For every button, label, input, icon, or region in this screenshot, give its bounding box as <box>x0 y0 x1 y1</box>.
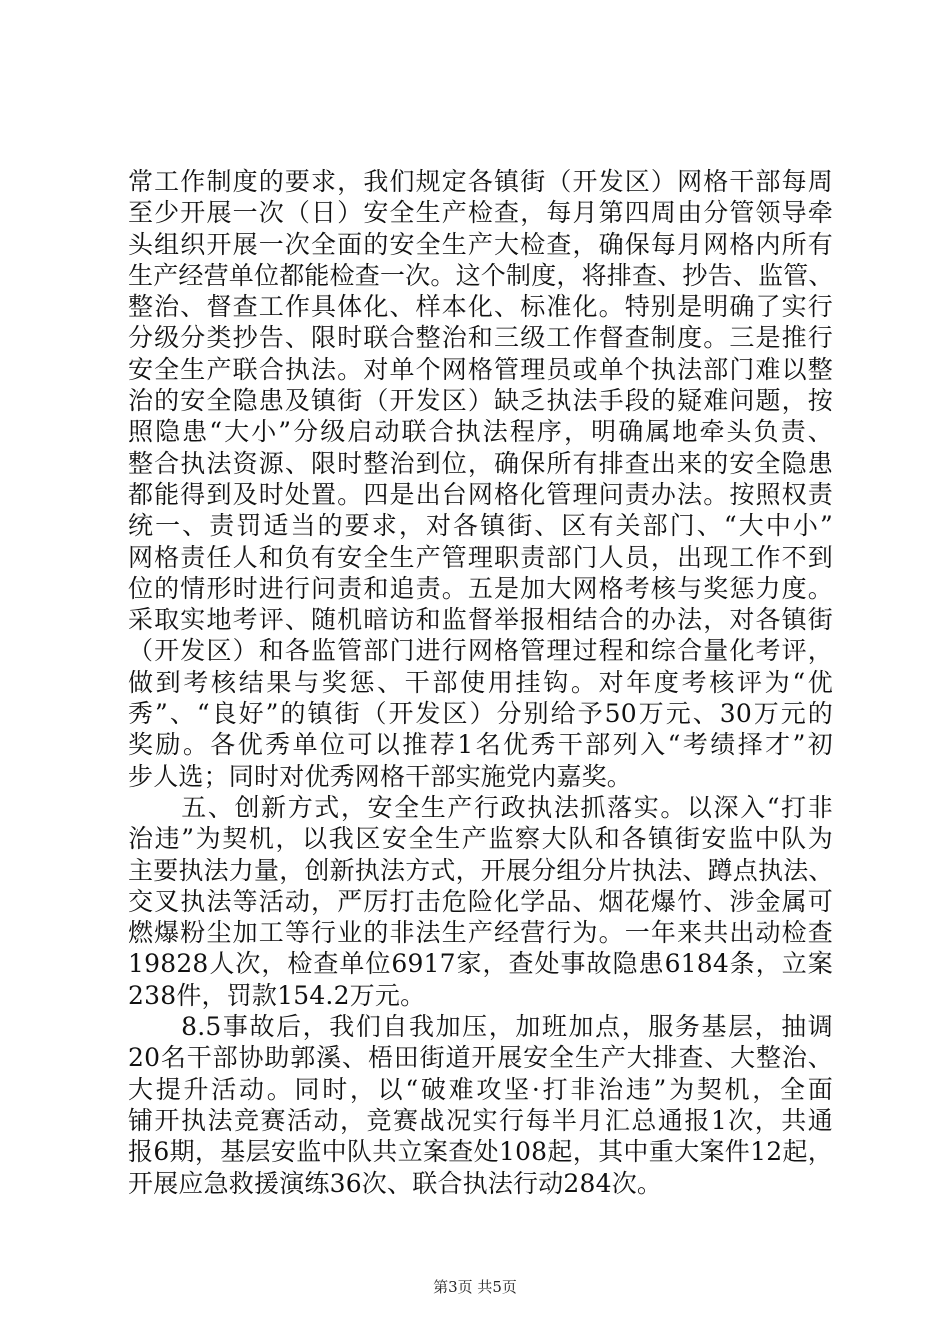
text-line: 治违”为契机，以我区安全生产监察大队和各镇街安监中队为 <box>128 824 833 854</box>
page-footer: 第3页 共5页 <box>433 1278 517 1296</box>
text-line: 主要执法力量，创新执法方式，开展分组分片执法、蹲点执法、 <box>128 855 834 885</box>
text-line: 头组织开展一次全面的安全生产大检查，确保每月网格内所有 <box>128 229 833 259</box>
text-line: 都能得到及时处置。四是出台网格化管理问责办法。按照权责 <box>128 479 833 509</box>
text-line: 位的情形时进行问责和追责。五是加大网格考核与奖惩力度。 <box>128 573 833 603</box>
text-line: 做到考核结果与奖惩、干部使用挂钩。对年度考核评为“优 <box>128 667 833 697</box>
text-line: 治的安全隐患及镇街（开发区）缺乏执法手段的疑难问题，按 <box>128 386 833 416</box>
text-line: 奖励。各优秀单位可以推荐1名优秀干部列入“考绩择才”初 <box>128 730 833 760</box>
text-line: 大提升活动。同时，以“破难攻坚·打非治违”为契机，全面 <box>128 1074 833 1104</box>
text-line: 交叉执法等活动，严厉打击危险化学品、烟花爆竹、涉金属可 <box>128 886 833 916</box>
text-line: 238件，罚款154.2万元。 <box>128 980 426 1010</box>
text-line: 分级分类抄告、限时联合整治和三级工作督查制度。三是推行 <box>128 323 833 353</box>
text-line: 五、创新方式，安全生产行政执法抓落实。以深入“打非 <box>128 792 833 822</box>
text-line: 统一、责罚适当的要求，对各镇街、区有关部门、“大中小” <box>128 511 833 541</box>
text-line: 网格责任人和负有安全生产管理职责部门人员，出现工作不到 <box>128 542 833 572</box>
text-line: 步人选；同时对优秀网格干部实施党内嘉奖。 <box>128 761 633 791</box>
text-line: 照隐患“大小”分级启动联合执法程序，明确属地牵头负责、 <box>128 417 833 447</box>
text-line: 整治、督查工作具体化、样本化、标准化。特别是明确了实行 <box>128 292 833 322</box>
document-body <box>128 166 833 1199</box>
text-line: 铺开执法竞赛活动，竞赛战况实行每半月汇总通报1次，共通 <box>128 1105 833 1135</box>
text-line: 19828人次，检查单位6917家，查处事故隐患6184条，立案 <box>128 949 833 979</box>
text-line: 20名干部协助郭溪、梧田街道开展安全生产大排查、大整治、 <box>128 1043 833 1073</box>
text-line: 整合执法资源、限时整治到位，确保所有排查出来的安全隐患 <box>128 448 833 478</box>
text-line: 生产经营单位都能检查一次。这个制度，将排查、抄告、监管、 <box>128 260 834 290</box>
text-line: （开发区）和各监管部门进行网格管理过程和综合量化考评， <box>128 636 833 666</box>
text-line: 开展应急救援演练36次、联合执法行动284次。 <box>128 1168 663 1198</box>
text-line: 至少开展一次（日）安全生产检查，每月第四周由分管领导牵 <box>128 198 833 228</box>
text-line: 8.5事故后，我们自我加压，加班加点，服务基层，抽调 <box>128 1012 833 1042</box>
text-line: 采取实地考评、随机暗访和监督举报相结合的办法，对各镇街 <box>128 605 833 635</box>
text-line: 燃爆粉尘加工等行业的非法生产经营行为。一年来共出动检查 <box>128 918 833 948</box>
text-line: 秀”、“良好”的镇街（开发区）分别给予50万元、30万元的 <box>128 699 833 729</box>
text-line: 报6期，基层安监中队共立案查处108起，其中重大案件12起， <box>128 1137 833 1167</box>
text-line: 常工作制度的要求，我们规定各镇街（开发区）网格干部每周 <box>128 167 833 196</box>
text-line: 安全生产联合执法。对单个网格管理员或单个执法部门难以整 <box>128 354 833 384</box>
